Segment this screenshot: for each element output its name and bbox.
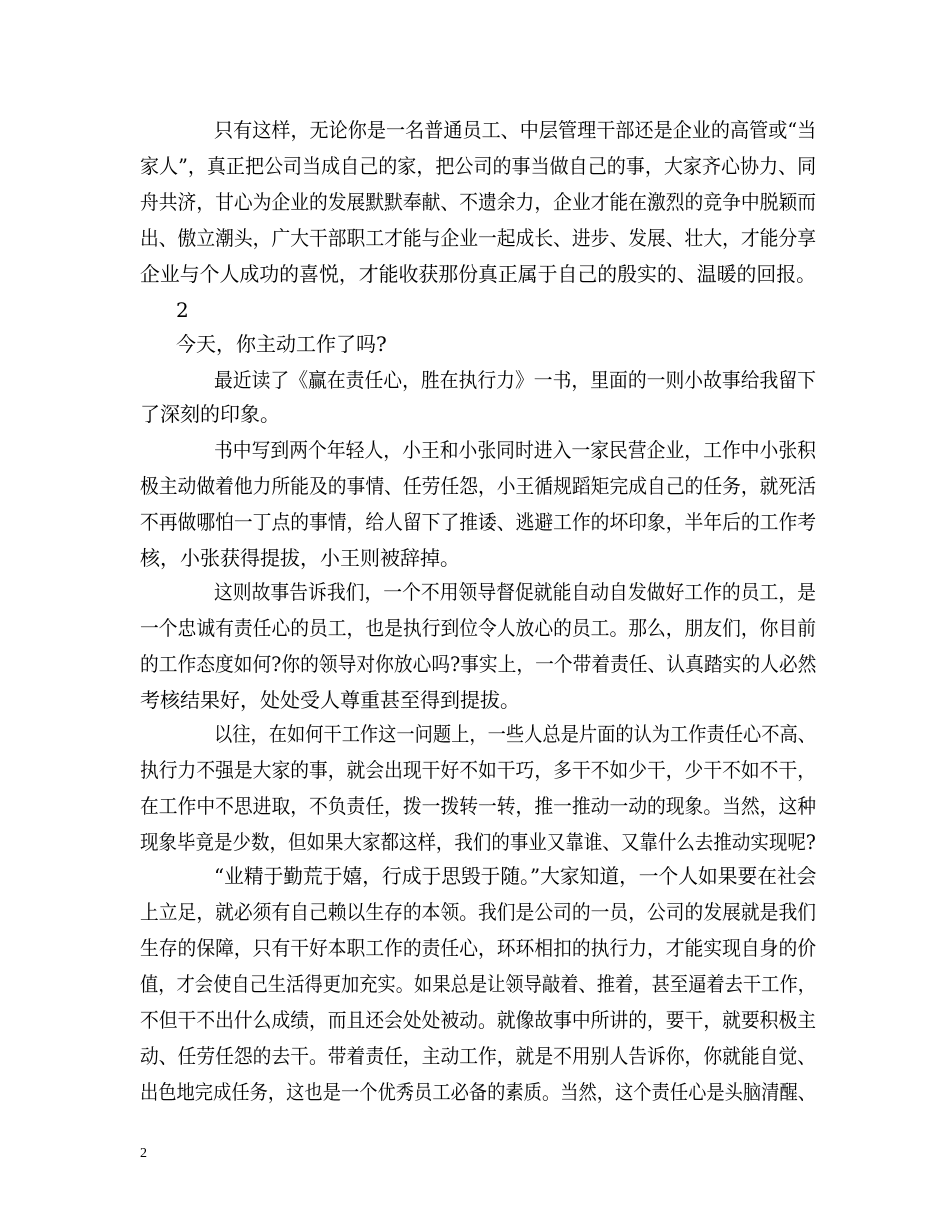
page-number: 2 (140, 1146, 147, 1161)
paragraph-line: 以往，在如何干工作这一问题上，一些人总是片面的认为工作责任心不高、 (214, 722, 816, 746)
paragraph-line: “业精于勤荒于嬉，行成于思毁于随。”大家知道，一个人如果要在社会 (214, 864, 817, 888)
paragraph-line: 上立足，就必须有自己赖以生存的本领。我们是公司的一员，公司的发展就是我们 (140, 900, 817, 924)
paragraph-line: 生存的保障，只有干好本职工作的责任心，环环相扣的执行力，才能实现自身的价 (140, 936, 817, 960)
paragraph-line: 值，才会使自己生活得更加充实。如果总是让领导敲着、推着，甚至逼着去干工作， (140, 972, 816, 996)
paragraph-line: 极主动做着他力所能及的事情、任劳任怨，小王循规蹈矩完成自己的任务，就死活 (140, 474, 817, 498)
paragraph-line: 的工作态度如何?你的领导对你放心吗?事实上，一个带着责任、认真踏实的人必然 (140, 652, 817, 676)
paragraph-line: 现象毕竟是少数，但如果大家都这样，我们的事业又靠谁、又靠什么去推动实现呢? (140, 830, 816, 854)
paragraph-line: 核，小张获得提拔，小王则被辞掉。 (140, 546, 460, 570)
paragraph-line: 出、傲立潮头，广大干部职工才能与企业一起成长、进步、发展、壮大，才能分享 (140, 226, 817, 250)
paragraph-line: 不但干不出什么成绩，而且还会处处被动。就像故事中所讲的，要干，就要积极主 (140, 1008, 817, 1032)
paragraph-line: 在工作中不思进取，不负责任，拨一拨转一转，推一推动一动的现象。当然，这种 (140, 794, 817, 818)
paragraph-line: 家人”，真正把公司当成自己的家，把公司的事当做自己的事，大家齐心协力、同 (140, 154, 817, 178)
paragraph-line: 一个忠诚有责任心的员工，也是执行到位令人放心的员工。那么，朋友们，你目前 (140, 616, 817, 640)
paragraph-line: 考核结果好，处处受人尊重甚至得到提拔。 (140, 688, 520, 712)
paragraph-line: 不再做哪怕一丁点的事情，给人留下了推诿、逃避工作的坏印象，半年后的工作考 (140, 510, 817, 534)
paragraph-line: 企业与个人成功的喜悦，才能收获那份真正属于自己的殷实的、温暖的回报。 (140, 262, 816, 286)
paragraph-line: 舟共济，甘心为企业的发展默默奉献、不遗余力，企业才能在激烈的竞争中脱颖而 (140, 190, 817, 214)
paragraph-line: 这则故事告诉我们，一个不用领导督促就能自动自发做好工作的员工，是 (214, 580, 816, 604)
section-number: 2 (176, 298, 189, 322)
paragraph-line: 书中写到两个年轻人，小王和小张同时进入一家民营企业，工作中小张积 (214, 438, 816, 462)
paragraph-line: 动、任劳任怨的去干。带着责任，主动工作，就是不用别人告诉你，你就能自觉、 (140, 1044, 817, 1068)
paragraph-line: 只有这样，无论你是一名普通员工、中层管理干部还是企业的高管或“当 (214, 118, 817, 142)
section-heading: 今天，你主动工作了吗? (176, 332, 387, 356)
paragraph-line: 执行力不强是大家的事，就会出现干好不如干巧，多干不如少干，少干不如不干， (140, 758, 817, 782)
paragraph-line: 了深刻的印象。 (140, 402, 280, 426)
paragraph-line: 最近读了《赢在责任心，胜在执行力》一书，里面的一则小故事给我留下 (214, 368, 816, 392)
paragraph-line: 出色地完成任务，这也是一个优秀员工必备的素质。当然，这个责任心是头脑清醒、 (140, 1080, 816, 1104)
